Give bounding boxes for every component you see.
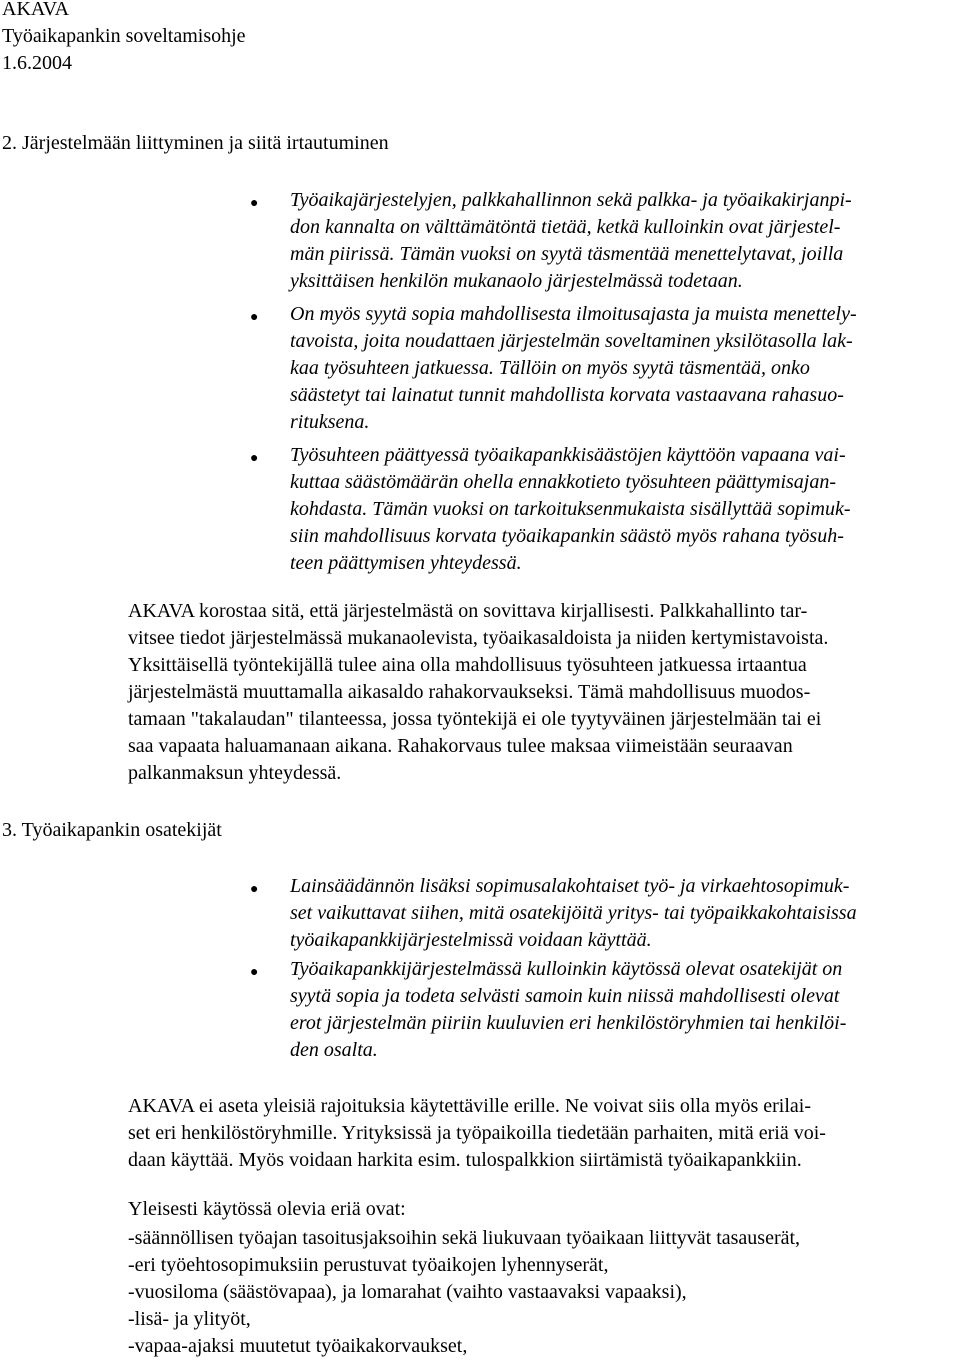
bullet-line: Työsuhteen päättyessä työaikapankkisäästöjen käyttöön vapaana vai- bbox=[290, 444, 846, 466]
bullet-line: Työaikapankkijärjestelmässä kulloinkin käytössä olevat osatekijät on bbox=[290, 958, 843, 980]
bullet-line: Lainsäädännön lisäksi sopimusalakohtaiset työ- ja virkaehtosopimuk- bbox=[290, 875, 850, 897]
paragraph-line: set eri henkilöstöryhmille. Yrityksissä ja työpaikoilla tiedetään parhaiten, mitä eriä voi- bbox=[128, 1122, 826, 1144]
bullet-line: erot järjestelmän piiriin kuuluvien eri henkilöstöryhmien tai henkilöi- bbox=[290, 1012, 847, 1034]
list-item: -vuosiloma (säästövapaa), ja lomarahat (vaihto vastaavaksi vapaaksi), bbox=[128, 1281, 687, 1303]
bullet-line: työaikapankkijärjestelmissä voidaan käyttää. bbox=[290, 929, 652, 951]
paragraph-line: saa vapaata haluamanaan aikana. Rahakorvaus tulee maksaa viimeistään seuraavan bbox=[128, 735, 793, 757]
bullet-line: teen päättymisen yhteydessä. bbox=[290, 552, 522, 574]
bullet-icon: ● bbox=[250, 310, 259, 325]
bullet-line: Työaikajärjestelyjen, palkkahallinnon sekä palkka- ja työaikakirjanpi- bbox=[290, 189, 852, 211]
list-item: -vapaa-ajaksi muutetut työaikakorvaukset, bbox=[128, 1335, 468, 1357]
bullet-icon: ● bbox=[250, 965, 259, 980]
bullet-line: tavoista, joita noudattaen järjestelmän soveltaminen yksilötasolla lak- bbox=[290, 330, 853, 352]
bullet-line: On myös syytä sopia mahdollisesta ilmoitusajasta ja muista menettely- bbox=[290, 303, 857, 325]
paragraph-line: daan käyttää. Myös voidaan harkita esim. tulospalkkion siirtämistä työaikapankkiin. bbox=[128, 1149, 802, 1171]
document-date: 1.6.2004 bbox=[2, 52, 72, 74]
bullet-icon: ● bbox=[250, 882, 259, 897]
section-2-heading: 2. Järjestelmään liittyminen ja siitä irtautuminen bbox=[2, 132, 389, 154]
bullet-line: kohdasta. Tämän vuoksi on tarkoituksenmukaista sisällyttää sopimuk- bbox=[290, 498, 851, 520]
list-item: -säännöllisen työajan tasoitusjaksoihin sekä liukuvaan työaikaan liittyvät tasauserät, bbox=[128, 1227, 801, 1249]
bullet-line: set vaikuttavat siihen, mitä osatekijöitä yritys- tai työpaikkakohtaisissa bbox=[290, 902, 857, 924]
organization-name: AKAVA bbox=[2, 0, 70, 20]
paragraph-line: AKAVA korostaa sitä, että järjestelmästä on sovittava kirjallisesti. Palkkahallinto tar- bbox=[128, 600, 808, 622]
bullet-line: den osalta. bbox=[290, 1039, 378, 1061]
list-item: -eri työehtosopimuksiin perustuvat työaikojen lyhennyserät, bbox=[128, 1254, 609, 1276]
paragraph-line: palkanmaksun yhteydessä. bbox=[128, 762, 342, 784]
bullet-line: män piirissä. Tämän vuoksi on syytä täsmentää menettelytavat, joilla bbox=[290, 243, 844, 265]
list-intro: Yleisesti käytössä olevia eriä ovat: bbox=[128, 1198, 406, 1220]
bullet-line: kuttaa säästömäärän ohella ennakkotieto työsuhteen päättymisajan- bbox=[290, 471, 837, 493]
document-title: Työaikapankin soveltamisohje bbox=[2, 25, 246, 47]
bullet-icon: ● bbox=[250, 451, 259, 466]
paragraph-line: vitsee tiedot järjestelmässä mukanaolevista, työaikasaldoista ja niiden kertymistavoista. bbox=[128, 627, 829, 649]
paragraph-line: AKAVA ei aseta yleisiä rajoituksia käytettäville erille. Ne voivat siis olla myös erilai- bbox=[128, 1095, 811, 1117]
bullet-line: don kannalta on välttämätöntä tietää, ketkä kulloinkin ovat järjestel- bbox=[290, 216, 841, 238]
bullet-line: syytä sopia ja todeta selvästi samoin kuin niissä mahdollisesti olevat bbox=[290, 985, 840, 1007]
bullet-line: siin mahdollisuus korvata työaikapankin säästö myös rahana työsuh- bbox=[290, 525, 844, 547]
list-item: -lisä- ja ylityöt, bbox=[128, 1308, 251, 1330]
paragraph-line: Yksittäisellä työntekijällä tulee aina olla mahdollisuus työsuhteen jatkuessa irtaantua bbox=[128, 654, 807, 676]
bullet-line: kaa työsuhteen jatkuessa. Tällöin on myös syytä täsmentää, onko bbox=[290, 357, 810, 379]
paragraph-line: järjestelmästä muuttamalla aikasaldo rahakorvaukseksi. Tämä mahdollisuus muodos- bbox=[128, 681, 811, 703]
bullet-line: säästetyt tai lainatut tunnit mahdollista korvata vastaavana rahasuo- bbox=[290, 384, 844, 406]
bullet-line: yksittäisen henkilön mukanaolo järjestelmässä todetaan. bbox=[290, 270, 743, 292]
bullet-icon: ● bbox=[250, 196, 259, 211]
section-3-heading: 3. Työaikapankin osatekijät bbox=[2, 819, 222, 841]
bullet-line: rituksena. bbox=[290, 411, 370, 433]
paragraph-line: tamaan "takalaudan" tilanteessa, jossa työntekijä ei ole tyytyväinen järjestelmään tai ei bbox=[128, 708, 822, 730]
